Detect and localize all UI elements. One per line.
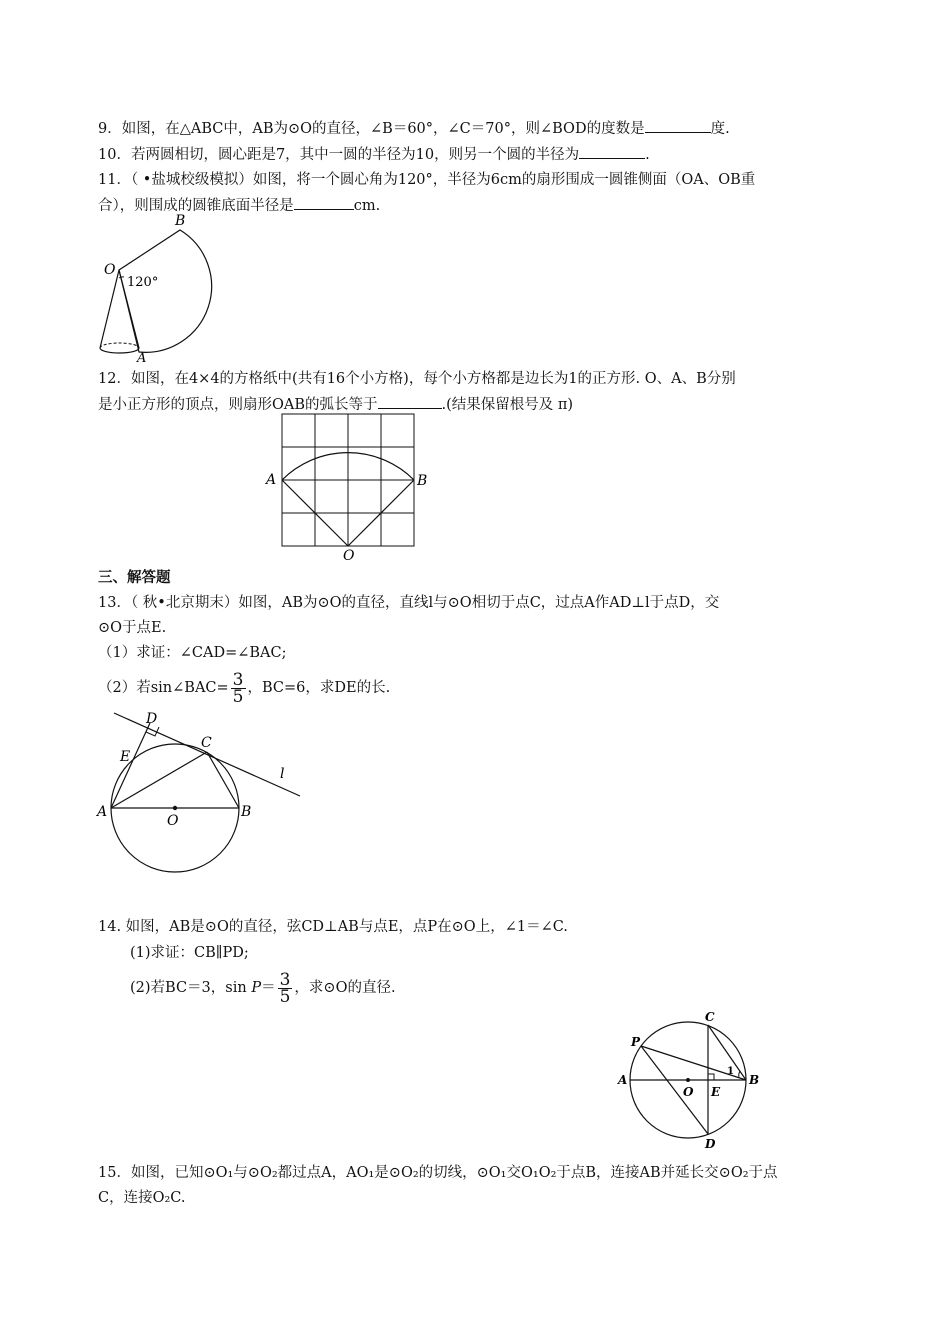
figure-13-circle-tangent	[94, 706, 309, 876]
fig11-angle-label: 120°	[127, 275, 159, 290]
q12-text: 是小正方形的顶点，则扇形OAB的弧长等于	[98, 397, 378, 413]
q13-frac-num: 3	[232, 669, 244, 690]
q14-fraction	[278, 969, 293, 1007]
fig14-label-d: D	[705, 1137, 716, 1151]
q12-suffix: .(结果保留根号及 π)	[441, 397, 574, 413]
q14-part2-pre: (2)若BC＝3，	[130, 980, 226, 996]
q11-text: 合），则围成的圆锥底面半径是	[98, 198, 294, 214]
fig13-label-l: l	[280, 766, 285, 782]
question-9	[98, 118, 730, 139]
q9-answer-blank[interactable]	[645, 118, 711, 133]
q13-part2-post: ，BC=6，求DE的长.	[247, 680, 391, 696]
fig13-label-a: A	[97, 804, 108, 820]
q13-part2-pre: （2）若sin∠BAC=	[98, 680, 229, 696]
q12-answer-blank[interactable]	[378, 394, 442, 409]
q11-suffix: cm.	[353, 198, 381, 214]
fig14-right-angle-mark	[708, 1074, 714, 1080]
question-14-part2	[130, 968, 396, 1008]
q10-text: 10．若两圆相切，圆心距是7，其中一圆的半径为10，则另一个圆的半径为	[98, 147, 580, 163]
fig13-label-c: C	[201, 735, 212, 751]
question-13-line2: ⊙O于点E.	[98, 620, 167, 636]
fig13-center-dot	[173, 806, 177, 810]
fig14-center-dot	[686, 1078, 690, 1082]
figure-14-circle-chords	[615, 1008, 770, 1150]
fig14-label-angle-1: 1	[727, 1066, 734, 1077]
figure-12-grid	[264, 412, 444, 562]
question-13-part1: （1）求证：∠CAD=∠BAC;	[98, 645, 287, 661]
q14-frac-den: 5	[279, 986, 291, 1007]
fig14-label-e: E	[711, 1085, 721, 1099]
q14-sin-label: sin	[225, 980, 247, 996]
fig14-label-c: C	[705, 1010, 715, 1024]
question-13-line1: 13．（ 秋•北京期末）如图，AB为⊙O的直径，直线l与⊙O相切于点C，过点A作AD⊥l于点D，交	[98, 595, 720, 611]
q10-suffix: .	[645, 147, 650, 163]
q13-fraction	[231, 669, 246, 707]
question-14-line1: 14. 如图，AB是⊙O的直径，弦CD⊥AB与点E，点P在⊙O上，∠1＝∠C.	[98, 919, 568, 935]
q9-text: 9．如图，在△ABC中，AB为⊙O的直径，∠B＝60°，∠C＝70°，则∠BOD的度数是	[98, 121, 645, 137]
fig11-label-b: B	[175, 213, 186, 229]
fig12-label-o: O	[343, 548, 355, 564]
question-14-part1: (1)求证：CB∥PD;	[130, 945, 249, 961]
fig11-label-a: A	[137, 351, 147, 366]
fig14-label-o: O	[683, 1085, 694, 1099]
q9-suffix: 度.	[710, 121, 730, 137]
fig13-label-o: O	[167, 813, 179, 829]
fig13-tangent-line	[114, 713, 300, 796]
fig11-cone-left-edge	[100, 270, 119, 348]
q10-answer-blank[interactable]	[579, 144, 645, 159]
q14-sin-var: P	[251, 980, 262, 996]
q13-frac-den: 5	[232, 686, 244, 707]
question-13-part2	[98, 668, 390, 708]
fig14-angle-1-arc	[739, 1071, 740, 1077]
fig11-label-o: O	[104, 262, 116, 278]
figure-11-cone	[95, 212, 195, 366]
q11-answer-blank[interactable]	[294, 195, 354, 210]
fig13-label-b: B	[241, 804, 252, 820]
q14-eq: ＝	[261, 980, 276, 996]
question-10	[98, 144, 650, 165]
fig14-label-p: P	[631, 1035, 641, 1049]
question-15-line2: C，连接O₂C.	[98, 1190, 186, 1206]
fig12-label-b: B	[417, 473, 428, 489]
fig11-cone-base-back	[100, 343, 139, 348]
question-15-line1: 15．如图，已知⊙O₁与⊙O₂都过点A，AO₁是⊙O₂的切线，⊙O₁交O₁O₂于点B，连接AB并延长交⊙O₂于点	[98, 1165, 778, 1181]
fig14-line-pd	[641, 1046, 708, 1134]
fig11-cone-base-front	[100, 348, 139, 353]
q14-frac-num: 3	[279, 969, 291, 990]
fig14-label-b: B	[749, 1073, 760, 1087]
fig12-grid-lines	[282, 414, 414, 546]
section-3-title: 三、解答题	[98, 570, 171, 586]
fig13-line-cb	[207, 752, 239, 808]
fig11-sector	[119, 230, 212, 352]
q14-part2-post: ，求⊙O的直径.	[294, 980, 396, 996]
fig12-label-a: A	[266, 472, 277, 488]
fig13-label-d: D	[146, 711, 158, 727]
fig14-label-a: A	[618, 1073, 628, 1087]
fig13-label-e: E	[120, 749, 131, 765]
question-11-line1: 11．（ •盐城校级模拟）如图，将一个圆心角为120°，半径为6cm的扇形围成一圆锥侧面（OA、OB重	[98, 172, 756, 188]
question-12-line1: 12．如图，在4×4的方格纸中(共有16个小方格)，每个小方格都是边长为1的正方形. O、A、B分别	[98, 371, 736, 387]
fig13-line-ad	[111, 723, 150, 808]
